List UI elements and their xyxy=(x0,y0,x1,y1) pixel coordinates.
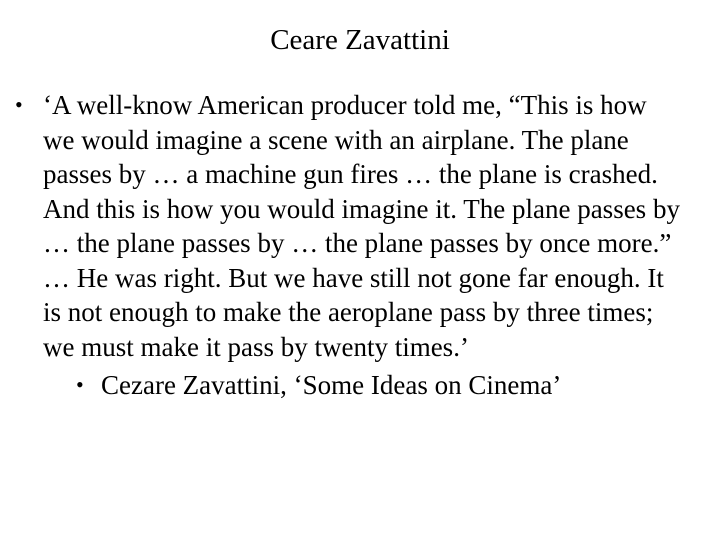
bullet-icon: • xyxy=(15,92,23,117)
quote-bullet xyxy=(0,88,683,364)
quote-text: ‘A well-know American producer told me, “This is how we would imagine a scene with an airplane. The plane passes by … a machine gun fires … the plane is crashed. And this is how you would imagine it. The plane passes by … the plane passes by … the plane passes by once more.” … He was right. But we have still not gone far enough. It is not enough to make the aeroplane pass by three times; we must make it pass by twenty times.’ xyxy=(43,90,680,362)
attribution-bullet xyxy=(0,368,681,403)
bullet-list xyxy=(0,88,720,403)
attribution-text: Cezare Zavattini, ‘Some Ideas on Cinema’ xyxy=(101,370,562,400)
bullet-icon: • xyxy=(76,372,84,397)
slide-title: Ceare Zavattini xyxy=(270,24,450,56)
